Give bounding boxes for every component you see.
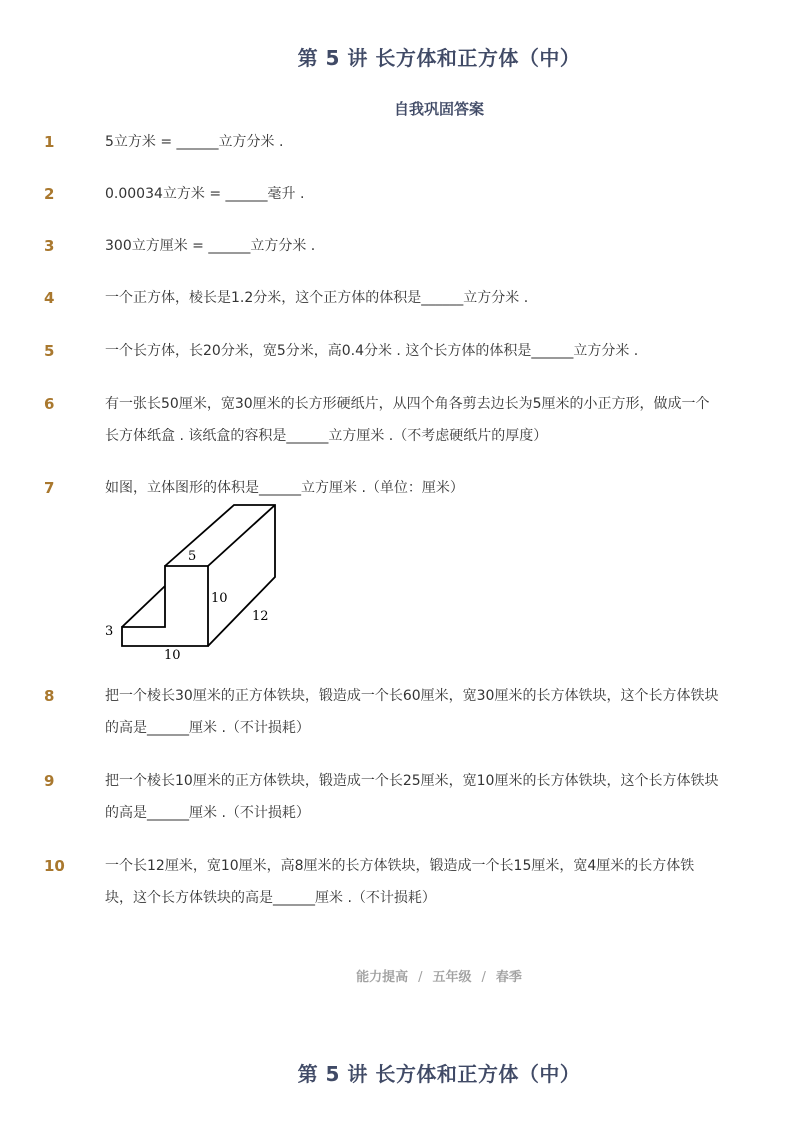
question-number: 4: [44, 289, 55, 307]
footer-separator: /: [481, 970, 486, 985]
figure-label-bottom: 10: [164, 648, 181, 663]
footer-part: 五年级: [432, 970, 472, 985]
page-title: 第 5 讲 长方体和正方体（中）: [297, 46, 581, 70]
figure-label-depth: 12: [252, 609, 269, 624]
question-number: 10: [44, 857, 65, 875]
footer-separator: /: [418, 970, 423, 985]
question-number: 3: [44, 237, 55, 255]
question-text: 0.00034立方米 = ______毫升 .: [105, 186, 305, 202]
question-text: 有一张长50厘米，宽30厘米的长方形硬纸片，从四个角各剪去边长为5厘米的小正方形，做成一个长方体纸盒 . 该纸盒的容积是______立方厘米 .（不考虑硬纸片的厚度）: [105, 396, 710, 444]
question-text: 300立方厘米 = ______立方分米 .: [105, 238, 316, 254]
question-number: 7: [44, 479, 55, 497]
section-subtitle: 自我巩固答案: [393, 100, 484, 118]
question-text: 5立方米 = ______立方分米 .: [105, 134, 284, 150]
figure-label-top: 5: [188, 549, 197, 564]
question-text: 一个长12厘米，宽10厘米，高8厘米的长方体铁块，锻造成一个长15厘米，宽4厘米的长方体铁块，这个长方体铁块的高是______厘米 .（不计损耗）: [105, 858, 695, 906]
figure-label-height: 10: [211, 591, 228, 606]
footer-part: 能力提高: [356, 970, 409, 985]
footer-part: 春季: [495, 970, 522, 985]
question-text: 一个正方体，棱长是1.2分米，这个正方体的体积是______立方分米 .: [105, 290, 529, 306]
next-page-title: 第 5 讲 长方体和正方体（中）: [297, 1062, 581, 1086]
question-number: 9: [44, 772, 55, 790]
question-text: 把一个棱长30厘米的正方体铁块，锻造成一个长60厘米，宽30厘米的长方体铁块，这个长方体铁块的高是______厘米 .（不计损耗）: [105, 688, 719, 736]
figure-label-step: 3: [105, 624, 114, 639]
question-number: 8: [44, 687, 55, 705]
question-text: 把一个棱长10厘米的正方体铁块，锻造成一个长25厘米，宽10厘米的长方体铁块，这个长方体铁块的高是______厘米 .（不计损耗）: [105, 773, 719, 821]
question-number: 1: [44, 133, 55, 151]
question-text: 一个长方体，长20分米，宽5分米，高0.4分米 . 这个长方体的体积是______立方分米 .: [105, 343, 639, 359]
question-text: 如图，立体图形的体积是______立方厘米 .（单位：厘米）: [105, 480, 464, 496]
question-number: 5: [44, 342, 55, 360]
page-footer: [0, 966, 800, 985]
question-number: 2: [44, 185, 55, 203]
l-shaped-solid-figure: [100, 498, 290, 666]
question-number: 6: [44, 395, 55, 413]
